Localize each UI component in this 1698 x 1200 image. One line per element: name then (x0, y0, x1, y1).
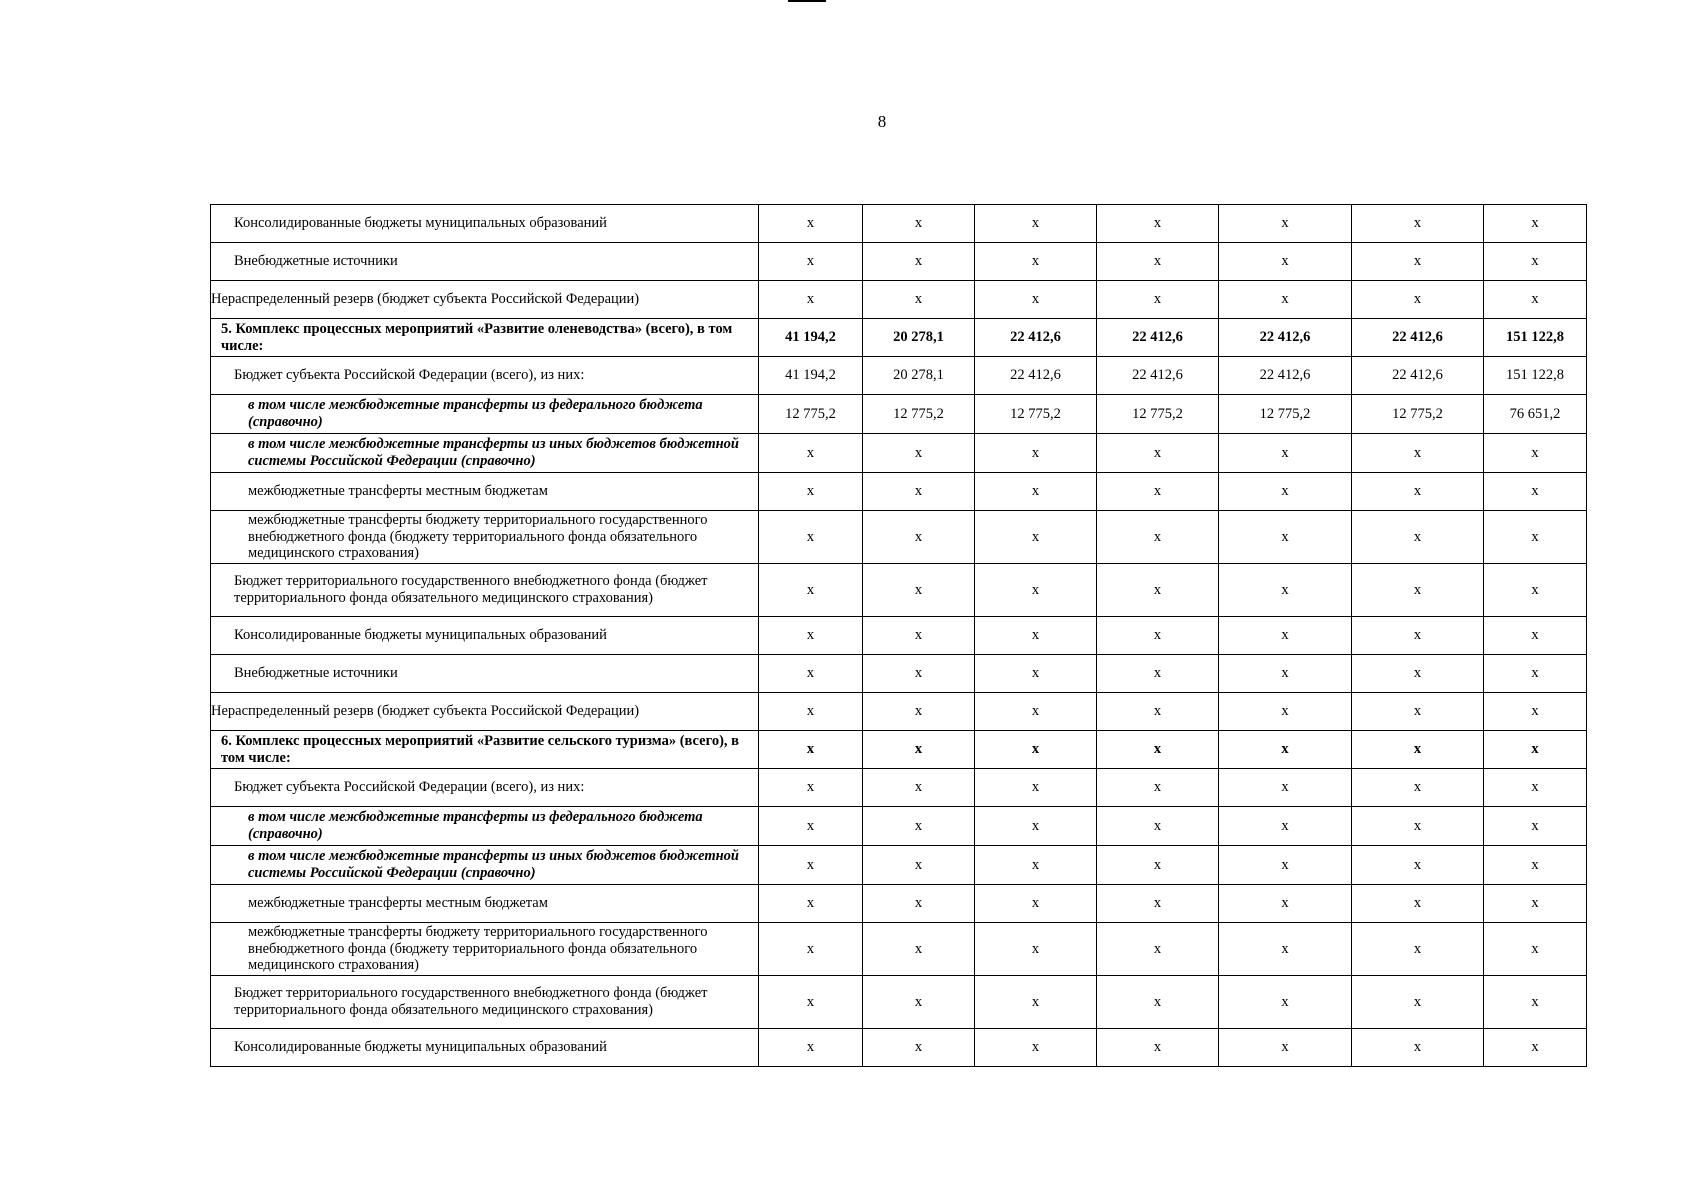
row-label: Нераспределенный резерв (бюджет субъекта Российской Федерации) (211, 693, 759, 731)
row-label: Внебюджетные источники (211, 655, 759, 693)
value-cell: x (1097, 655, 1219, 693)
value-cell: x (1219, 885, 1352, 923)
value-cell: x (759, 511, 863, 564)
value-cell: x (1352, 617, 1484, 655)
value-cell: 12 775,2 (759, 395, 863, 434)
value-cell: x (975, 976, 1097, 1029)
value-cell: x (1484, 564, 1587, 617)
value-cell: x (975, 205, 1097, 243)
value-cell: 22 412,6 (1097, 319, 1219, 357)
row-label: Бюджет субъекта Российской Федерации (всего), из них: (211, 357, 759, 395)
value-cell: x (1484, 205, 1587, 243)
value-cell: x (863, 434, 975, 473)
value-cell: x (1484, 846, 1587, 885)
value-cell: x (1097, 243, 1219, 281)
value-cell: 12 775,2 (1352, 395, 1484, 434)
table-row (211, 395, 1587, 434)
table-row (211, 205, 1587, 243)
value-cell: x (1219, 243, 1352, 281)
table-row (211, 511, 1587, 564)
value-cell: x (1219, 846, 1352, 885)
value-cell: x (863, 1029, 975, 1067)
value-cell: x (1352, 923, 1484, 976)
value-cell: x (1352, 885, 1484, 923)
value-cell: x (975, 281, 1097, 319)
value-cell: x (1352, 511, 1484, 564)
row-label: межбюджетные трансферты бюджету территориального государственного внебюджетного фонда (бюджету территориального фонда обязательного медицинского страхования) (211, 923, 759, 976)
value-cell: x (863, 923, 975, 976)
value-cell: x (1097, 769, 1219, 807)
table-row (211, 281, 1587, 319)
value-cell: x (1219, 473, 1352, 511)
value-cell: x (1484, 434, 1587, 473)
value-cell: x (759, 923, 863, 976)
value-cell: 20 278,1 (863, 319, 975, 357)
row-label: в том числе межбюджетные трансферты из иных бюджетов бюджетной системы Российской Федерации (справочно) (211, 846, 759, 885)
value-cell: x (1097, 693, 1219, 731)
row-label: Бюджет территориального государственного внебюджетного фонда (бюджет территориального фонда обязательного медицинского страхования) (211, 976, 759, 1029)
row-label: межбюджетные трансферты местным бюджетам (211, 473, 759, 511)
value-cell: 12 775,2 (863, 395, 975, 434)
value-cell: x (1097, 731, 1219, 769)
value-cell: x (759, 846, 863, 885)
value-cell: x (1219, 617, 1352, 655)
table-row (211, 976, 1587, 1029)
table-row (211, 846, 1587, 885)
value-cell: x (759, 885, 863, 923)
value-cell: x (863, 693, 975, 731)
value-cell: 22 412,6 (1352, 357, 1484, 395)
value-cell: x (1484, 655, 1587, 693)
value-cell: x (1484, 693, 1587, 731)
value-cell: x (1219, 976, 1352, 1029)
table-row (211, 655, 1587, 693)
value-cell: x (1097, 807, 1219, 846)
value-cell: x (1352, 769, 1484, 807)
value-cell: 41 194,2 (759, 319, 863, 357)
value-cell: x (1097, 511, 1219, 564)
row-label: межбюджетные трансферты местным бюджетам (211, 885, 759, 923)
value-cell: 22 412,6 (1352, 319, 1484, 357)
value-cell: x (759, 434, 863, 473)
value-cell: x (1484, 923, 1587, 976)
value-cell: x (975, 511, 1097, 564)
value-cell: 41 194,2 (759, 357, 863, 395)
value-cell: x (1219, 205, 1352, 243)
table-row (211, 319, 1587, 357)
value-cell: x (1352, 473, 1484, 511)
value-cell: x (1219, 281, 1352, 319)
budget-table (210, 204, 1587, 1067)
value-cell: x (1352, 693, 1484, 731)
value-cell: x (1219, 564, 1352, 617)
value-cell: x (863, 846, 975, 885)
value-cell: x (1097, 1029, 1219, 1067)
value-cell: x (1097, 205, 1219, 243)
value-cell: x (863, 769, 975, 807)
value-cell: x (1352, 846, 1484, 885)
value-cell: x (1097, 564, 1219, 617)
value-cell: x (863, 473, 975, 511)
value-cell: x (975, 1029, 1097, 1067)
value-cell: x (1352, 731, 1484, 769)
value-cell: x (975, 617, 1097, 655)
value-cell: x (975, 846, 1097, 885)
table-row (211, 731, 1587, 769)
row-label: Внебюджетные источники (211, 243, 759, 281)
value-cell: x (975, 243, 1097, 281)
value-cell: x (1352, 655, 1484, 693)
value-cell: x (1484, 807, 1587, 846)
row-label: в том числе межбюджетные трансферты из федерального бюджета (справочно) (211, 395, 759, 434)
value-cell: x (1484, 769, 1587, 807)
value-cell: x (1097, 846, 1219, 885)
row-label: в том числе межбюджетные трансферты из федерального бюджета (справочно) (211, 807, 759, 846)
value-cell: x (863, 976, 975, 1029)
value-cell: x (1484, 885, 1587, 923)
value-cell: x (1097, 976, 1219, 1029)
value-cell: x (863, 885, 975, 923)
value-cell: 12 775,2 (1097, 395, 1219, 434)
value-cell: x (863, 243, 975, 281)
value-cell: x (975, 434, 1097, 473)
value-cell: 12 775,2 (975, 395, 1097, 434)
value-cell: 22 412,6 (1219, 319, 1352, 357)
row-label: Консолидированные бюджеты муниципальных образований (211, 1029, 759, 1067)
value-cell: 22 412,6 (975, 319, 1097, 357)
value-cell: x (975, 923, 1097, 976)
value-cell: x (1219, 1029, 1352, 1067)
row-label: в том числе межбюджетные трансферты из иных бюджетов бюджетной системы Российской Федерации (справочно) (211, 434, 759, 473)
table-row (211, 243, 1587, 281)
value-cell: x (1352, 1029, 1484, 1067)
value-cell: 12 775,2 (1219, 395, 1352, 434)
value-cell: x (863, 807, 975, 846)
value-cell: x (1097, 885, 1219, 923)
table-row (211, 885, 1587, 923)
value-cell: x (759, 243, 863, 281)
table-row (211, 434, 1587, 473)
value-cell: x (1484, 617, 1587, 655)
value-cell: x (975, 693, 1097, 731)
value-cell: x (759, 807, 863, 846)
value-cell: x (975, 807, 1097, 846)
value-cell: x (1219, 511, 1352, 564)
value-cell: x (1484, 473, 1587, 511)
value-cell: x (863, 655, 975, 693)
value-cell: 151 122,8 (1484, 319, 1587, 357)
value-cell: x (975, 564, 1097, 617)
value-cell: x (1219, 807, 1352, 846)
value-cell: x (1097, 434, 1219, 473)
table-row (211, 617, 1587, 655)
value-cell: x (863, 617, 975, 655)
value-cell: 151 122,8 (1484, 357, 1587, 395)
value-cell: x (863, 731, 975, 769)
value-cell: x (975, 769, 1097, 807)
value-cell: 22 412,6 (975, 357, 1097, 395)
value-cell: x (1219, 655, 1352, 693)
value-cell: x (975, 473, 1097, 511)
table-row (211, 807, 1587, 846)
value-cell: 22 412,6 (1097, 357, 1219, 395)
value-cell: x (1484, 731, 1587, 769)
value-cell: x (975, 731, 1097, 769)
value-cell: x (1219, 769, 1352, 807)
table-row (211, 923, 1587, 976)
table-row (211, 693, 1587, 731)
value-cell: x (1097, 281, 1219, 319)
value-cell: x (1097, 473, 1219, 511)
table-row (211, 564, 1587, 617)
value-cell: x (1484, 976, 1587, 1029)
value-cell: x (759, 564, 863, 617)
value-cell: x (759, 976, 863, 1029)
row-label: Консолидированные бюджеты муниципальных образований (211, 617, 759, 655)
value-cell: x (1097, 923, 1219, 976)
value-cell: x (1352, 281, 1484, 319)
value-cell: x (759, 769, 863, 807)
value-cell: x (759, 617, 863, 655)
value-cell: x (759, 205, 863, 243)
page-number: 8 (877, 112, 887, 131)
value-cell: x (1352, 243, 1484, 281)
value-cell: x (1097, 617, 1219, 655)
value-cell: x (759, 1029, 863, 1067)
value-cell: x (1352, 807, 1484, 846)
value-cell: x (863, 511, 975, 564)
row-label: Консолидированные бюджеты муниципальных образований (211, 205, 759, 243)
row-label: Нераспределенный резерв (бюджет субъекта Российской Федерации) (211, 281, 759, 319)
value-cell: x (863, 281, 975, 319)
value-cell: x (1484, 281, 1587, 319)
value-cell: x (1484, 243, 1587, 281)
table-row (211, 357, 1587, 395)
value-cell: x (759, 693, 863, 731)
table-row (211, 473, 1587, 511)
value-cell: x (1219, 434, 1352, 473)
value-cell: x (1484, 1029, 1587, 1067)
value-cell: x (759, 731, 863, 769)
value-cell: x (863, 205, 975, 243)
value-cell: x (1219, 923, 1352, 976)
value-cell: x (1219, 693, 1352, 731)
section-heading: 6. Комплекс процессных мероприятий «Развитие сельского туризма» (всего), в том числе: (211, 731, 759, 769)
value-cell: 22 412,6 (1219, 357, 1352, 395)
value-cell: x (863, 564, 975, 617)
value-cell: x (1219, 731, 1352, 769)
value-cell: x (759, 655, 863, 693)
value-cell: x (1352, 205, 1484, 243)
value-cell: x (1352, 434, 1484, 473)
value-cell: x (759, 281, 863, 319)
row-label: Бюджет субъекта Российской Федерации (всего), из них: (211, 769, 759, 807)
value-cell: 20 278,1 (863, 357, 975, 395)
value-cell: x (1484, 511, 1587, 564)
row-label: Бюджет территориального государственного внебюджетного фонда (бюджет территориального фонда обязательного медицинского страхования) (211, 564, 759, 617)
value-cell: x (759, 473, 863, 511)
table-row (211, 769, 1587, 807)
section-heading: 5. Комплекс процессных мероприятий «Развитие оленеводства» (всего), в том числе: (211, 319, 759, 357)
value-cell: x (1352, 564, 1484, 617)
value-cell: x (1352, 976, 1484, 1029)
value-cell: x (975, 655, 1097, 693)
scan-edge-mark (788, 0, 826, 2)
value-cell: 76 651,2 (1484, 395, 1587, 434)
row-label: межбюджетные трансферты бюджету территориального государственного внебюджетного фонда (бюджету территориального фонда обязательного медицинского страхования) (211, 511, 759, 564)
table-row (211, 1029, 1587, 1067)
value-cell: x (975, 885, 1097, 923)
